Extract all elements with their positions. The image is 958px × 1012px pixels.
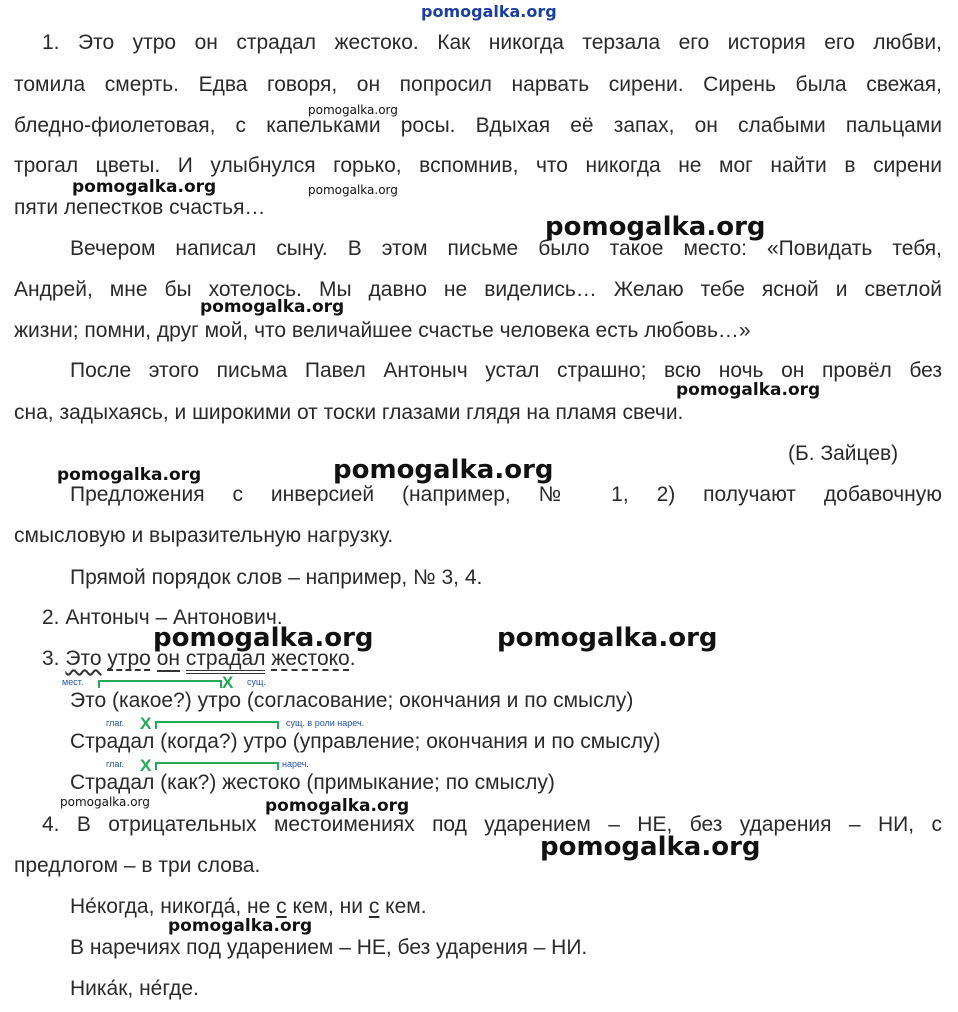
example-text: кем. [379,895,427,918]
watermark: pomogalka.org [497,623,718,653]
phrase-line [70,729,661,755]
watermark: pomogalka.org [153,623,374,653]
comment-line: смысловую и выразительную нагрузку. [14,524,394,547]
author-citation: (Б. Зайцев) [788,442,899,465]
watermark: pomogalka.org [545,212,766,242]
text-line: жизни; помни, друг мой, что величайшее счастье человека есть любовь…» [14,319,751,342]
phrase-main-word: Страдал [70,730,155,753]
phrase-rest: (какое?) утро (согласование; окончания и по смыслу) [106,689,634,712]
watermark: pomogalka.org [265,796,410,816]
text-line: бледно-фиолетовая, с капельками росы. Вдыхая её запах, он слабыми пальцами [14,114,942,137]
link-arrow [155,762,279,770]
text-line: томила смерть. Едва говоря, он попросил нарвать сирени. Сирень была свежая, [14,73,942,96]
task-4-line: 4. В отрицательных местоимениях под ударением – НЕ, без ударения – НИ, с [42,813,942,836]
watermark: pomogalka.org [308,103,398,117]
text-line: После этого письма Павел Антоныч устал страшно; всю ночь он провёл без [70,359,942,382]
preposition: с [368,895,380,918]
text-line: сна, задыхаясь, и широкими от тоски глазами глядя на пламя свечи. [14,401,684,424]
text-line: 1. Это утро он страдал жестоко. Как никогда терзала его история его любви, [42,31,942,54]
watermark: pomogalka.org [72,177,217,197]
main-word-mark: X [222,673,234,692]
pos-label: нареч. [282,759,309,769]
phrase-line [70,688,633,714]
watermark: pomogalka.org [308,183,398,197]
watermark: pomogalka.org [60,795,150,809]
preposition: с [276,895,287,918]
phrase-main-word: Это [70,689,107,712]
word-predicate: страдал [186,647,266,674]
watermark: pomogalka.org [200,297,345,317]
pos-label: сущ. [247,677,266,687]
watermark-top: pomogalka.org [421,2,557,21]
watermark: pomogalka.org [676,380,821,400]
phrase-line [70,770,555,796]
main-word-mark: X [140,714,152,733]
phrase-rest: (как?) жестоко (примыкание; по смыслу) [154,771,555,794]
text-line: трогал цветы. И улыбнулся горько, вспомнив, что никогда не мог найти в сирени [14,154,942,177]
text-line: Андрей, мне бы хотелось. Мы давно не виделись… Желаю тебе ясной и светлой [14,278,942,301]
example-line: Ника́к, не́где. [70,977,199,1000]
example-text: кем, ни [286,895,369,918]
text-line: Вечером написал сыну. В этом письме было такое место: «Повидать тебя, [70,237,942,260]
link-arrow [155,721,279,729]
text-line: пяти лепестков счастья… [14,196,266,219]
comment-line: Прямой порядок слов – например, № 3, 4. [70,566,483,589]
pos-label: сущ. в роли нареч. [286,718,365,728]
watermark: pomogalka.org [540,832,761,862]
phrase-rest: (когда?) утро (управление; окончания и по смыслу) [154,730,661,753]
main-word-mark: X [140,756,152,775]
rule-line: В наречиях под ударением – НЕ, без ударения – НИ. [70,936,588,959]
word-attribute: Это [65,647,102,670]
word-subject: он [156,647,180,670]
pos-label: глаг. [106,759,125,769]
phrase-main-word: Страдал [70,771,155,794]
comment-line: Предложения с инверсией (например, № 1, 2) получают добавочную [70,483,942,506]
task-4-line: предлогом – в три слова. [14,854,261,877]
task-2-text: 2. Антоныч – Антонович. [42,606,283,629]
sentence-period: . [349,647,356,670]
word-object: утро [107,647,151,670]
watermark: pomogalka.org [57,465,202,485]
watermark: pomogalka.org [168,916,313,936]
task-number: 3. [42,647,60,670]
pos-label: мест. [62,677,84,687]
link-arrow [98,680,222,688]
word-adverbial: жестоко [271,647,350,670]
watermark: pomogalka.org [333,455,554,485]
example-text: Не́когда, никогда́, не [70,895,277,918]
pos-label: глаг. [106,718,125,728]
